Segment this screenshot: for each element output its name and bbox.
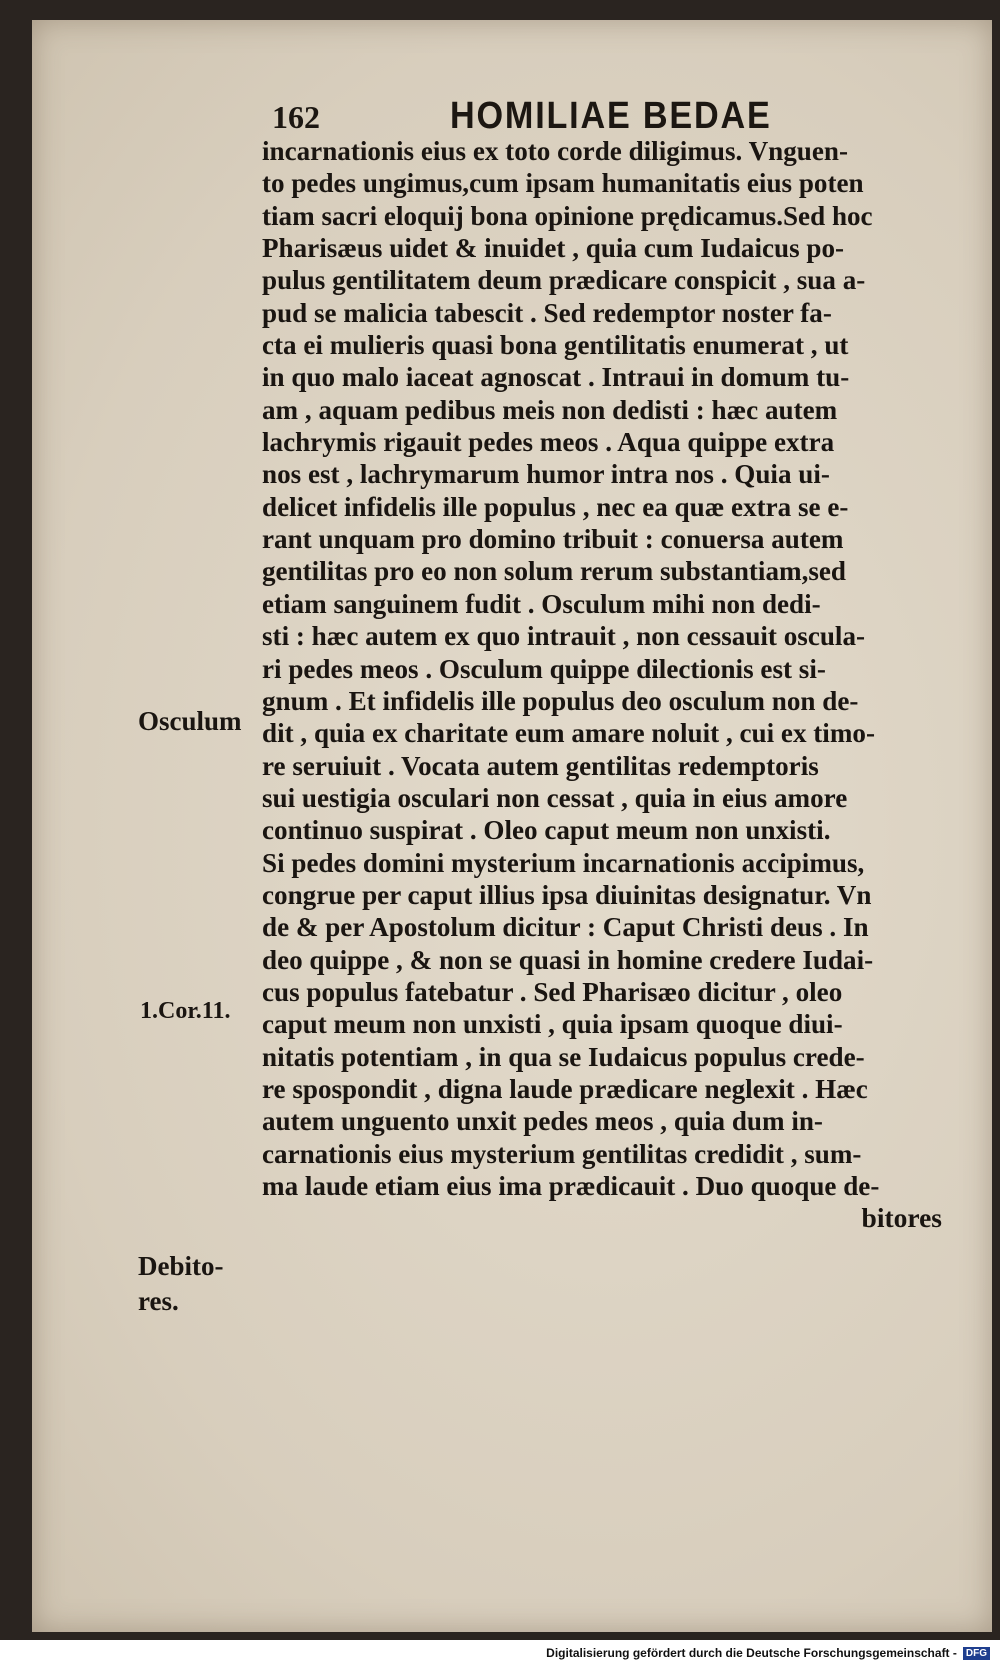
text-line: caput meum non unxisti , quia ipsam quoque diui- bbox=[262, 1008, 843, 1040]
text-line: to pedes ungimus,cum ipsam humanitatis eius poten bbox=[262, 167, 864, 199]
text-line: de & per Apostolum dicitur : Caput Christi deus . In bbox=[262, 911, 869, 943]
text-line: nitatis potentiam , in qua se Iudaicus populus crede- bbox=[262, 1040, 865, 1072]
text-line: carnationis eius mysterium gentilitas credidit , sum- bbox=[262, 1137, 862, 1169]
text-line: nos est , lachrymarum humor intra nos . Quia ui- bbox=[262, 458, 830, 490]
text-line: Si pedes domini mysterium incarnationis accipimus, bbox=[262, 846, 865, 878]
text-line: re seruiuit . Vocata autem gentilitas redemptoris bbox=[262, 749, 819, 781]
credit-text: Digitalisierung gefördert durch die Deutsche Forschungsgemeinschaft - bbox=[546, 1646, 957, 1660]
text-line: pulus gentilitatem deum prædicare conspicit , sua a- bbox=[262, 264, 866, 296]
marginal-note-debitores-1: Debito- bbox=[138, 1251, 224, 1281]
dfg-logo: DFG bbox=[963, 1647, 990, 1660]
text-line: am , aquam pedibus meis non dedisti : hæc autem bbox=[262, 393, 838, 425]
text-line: sti : hæc autem ex quo intrauit , non cessauit oscula- bbox=[262, 620, 866, 652]
text-line: gnum . Et infidelis ille populus deo osculum non de- bbox=[262, 684, 859, 716]
text-line: dit , quia ex charitate eum amare noluit , cui ex timo- bbox=[262, 717, 875, 749]
text-line: cus populus fatebatur . Sed Pharisæo dicitur , oleo bbox=[262, 975, 843, 1007]
marginal-note-cor-ref: 1.Cor.11. bbox=[140, 998, 231, 1024]
body-text bbox=[262, 135, 952, 1235]
marginal-note-debitores-2: res. bbox=[138, 1286, 179, 1316]
text-line: in quo malo iaceat agnoscat . Intraui in domum tu- bbox=[262, 361, 850, 393]
text-line: lachrymis rigauit pedes meos . Aqua quippe extra bbox=[262, 426, 835, 458]
text-line: pud se malicia tabescit . Sed redemptor noster fa- bbox=[262, 296, 832, 328]
text-line: tiam sacri eloquij bona opinione prędicamus.Sed hoc bbox=[262, 199, 873, 231]
text-line: ma laude etiam eius ima prædicauit . Duo quoque de- bbox=[262, 1170, 880, 1201]
text-line: congrue per caput illius ipsa diuinitas designatur. Vn bbox=[262, 878, 872, 910]
text-line: autem unguento unxit pedes meos , quia dum in- bbox=[262, 1105, 823, 1137]
text-line: delicet infidelis ille populus , nec ea quæ extra se e- bbox=[262, 490, 849, 522]
text-line: incarnationis eius ex toto corde diligimus. Vnguen- bbox=[262, 135, 848, 166]
catchword: bitores bbox=[861, 1202, 942, 1234]
text-line: Pharisæus uidet & inuidet , quia cum Iudaicus po- bbox=[262, 232, 845, 264]
text-line: gentilitas pro eo non solum rerum substantiam,sed bbox=[262, 555, 847, 587]
text-line: deo quippe , & non se quasi in homine credere Iudai- bbox=[262, 943, 874, 975]
text-line: sui uestigia osculari non cessat , quia in eius amore bbox=[262, 781, 848, 813]
digitization-credit bbox=[546, 1646, 990, 1660]
text-line: cta ei mulieris quasi bona gentilitatis enumerat , ut bbox=[262, 329, 849, 361]
text-line: rant unquam pro domino tribuit : conuersa autem bbox=[262, 523, 844, 555]
text-line: re spospondit , digna laude prædicare neglexit . Hæc bbox=[262, 1072, 868, 1104]
running-title: HOMILIAE BEDAE bbox=[450, 95, 772, 137]
marginal-note-osculum: Osculum bbox=[138, 706, 242, 736]
text-line: ri pedes meos . Osculum quippe dilectionis est si- bbox=[262, 652, 826, 684]
text-line: etiam sanguinem fudit . Osculum mihi non dedi- bbox=[262, 587, 821, 619]
page-header bbox=[272, 95, 832, 139]
page-number: 162 bbox=[272, 99, 320, 135]
text-line: continuo suspirat . Oleo caput meum non unxisti. bbox=[262, 814, 831, 846]
